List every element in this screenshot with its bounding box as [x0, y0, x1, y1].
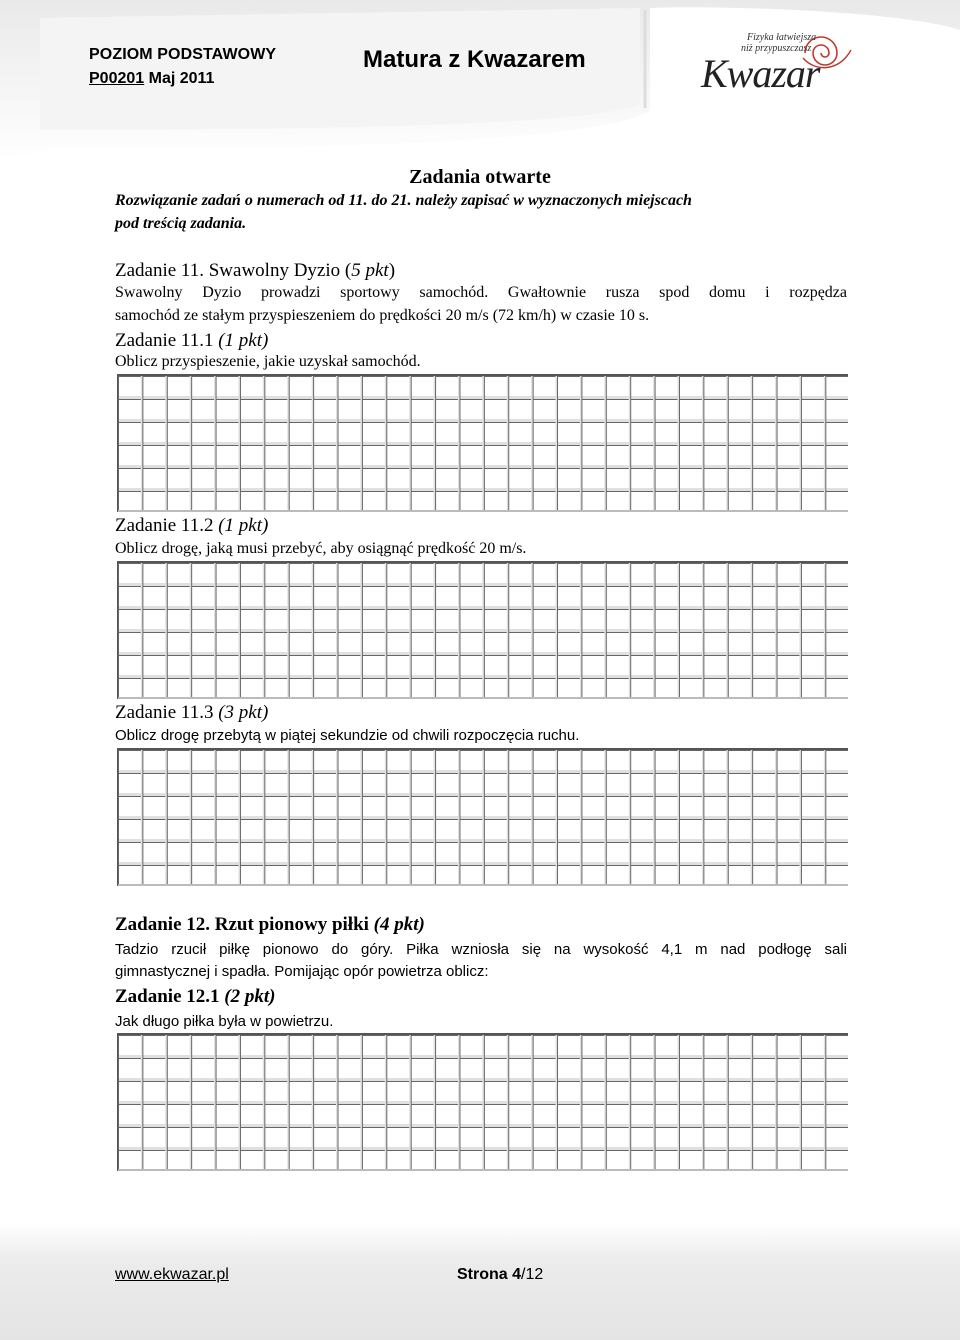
- task-11-title-suffix: ): [388, 260, 396, 281]
- exam-level: POZIOM PODSTAWOWY: [89, 46, 277, 63]
- page-label: Strona: [457, 1266, 513, 1283]
- task-12-title-bold: Zadanie 12. Rzut pionowy piłki: [115, 914, 369, 935]
- answer-grid-11-3[interactable]: [117, 748, 848, 886]
- task-11-1-text: Oblicz przyspieszenie, jakie uzyskał samochód.: [115, 353, 421, 370]
- page-number: [457, 1266, 543, 1284]
- task-12-points: (4 pkt): [373, 914, 425, 935]
- task-12-1-points: (2 pkt): [224, 986, 276, 1007]
- task-11-2-points: (1 pkt): [218, 515, 269, 536]
- page-title: Matura z Kwazarem: [363, 46, 586, 73]
- logo-name: Kwazar: [701, 51, 820, 96]
- exam-date: Maj 2011: [148, 70, 215, 87]
- section-title: Zadania otwarte: [409, 166, 551, 188]
- answer-grid-12-1[interactable]: [117, 1033, 848, 1171]
- page-total: /12: [521, 1266, 544, 1283]
- instruction-line-1: Rozwiązanie zadań o numerach od 11. do 21. należy zapisać w wyznaczonych miejscach: [115, 192, 692, 209]
- task-12-1-label: Zadanie 12.1: [115, 986, 220, 1007]
- task-12-1-text: Jak długo piłka była w powietrzu.: [115, 1013, 334, 1030]
- task-12-text-line-2: gimnastycznej i spadła. Pomijając opór powietrza oblicz:: [115, 963, 489, 980]
- task-11-3-points: (3 pkt): [218, 702, 269, 723]
- footer-url-link[interactable]: www.ekwazar.pl: [115, 1266, 229, 1283]
- task-11-1-points: (1 pkt): [218, 330, 269, 351]
- task-11-points: 5 pkt: [351, 260, 389, 281]
- task-11-1-heading: [115, 330, 268, 352]
- task-11-text-line-2: samochód ze stałym przyspieszeniem do prędkości 20 m/s (72 km/h) w czasie 10 s.: [115, 307, 650, 324]
- instruction-line-2: pod treścią zadania.: [115, 215, 247, 232]
- task-11-3-text: Oblicz drogę przebytą w piątej sekundzie od chwili rozpoczęcia ruchu.: [115, 727, 580, 744]
- task-11-title-prefix: Zadanie 11. Swawolny Dyzio (: [115, 260, 352, 281]
- task-11-3-heading: [115, 702, 268, 724]
- task-11-1-label: Zadanie 11.1: [115, 330, 214, 351]
- answer-grid-11-1[interactable]: [117, 374, 848, 512]
- task-12-title: [115, 914, 425, 936]
- task-11-2-text: Oblicz drogę, jaką musi przebyć, aby osiągnąć prędkość 20 m/s.: [115, 540, 527, 557]
- task-11-3-label: Zadanie 11.3: [115, 702, 214, 723]
- page-current: 4: [512, 1266, 522, 1283]
- exam-code-date: [89, 70, 214, 88]
- logo-tagline-1: Fizyka łatwiejsza: [747, 32, 817, 43]
- page-header: [0, 0, 960, 160]
- answer-grid-11-2[interactable]: [117, 561, 848, 699]
- task-11-2-heading: [115, 515, 268, 537]
- task-11-2-label: Zadanie 11.2: [115, 515, 214, 536]
- exam-code: P00201: [89, 70, 145, 87]
- task-11-text-line-1: Swawolny Dyzio prowadzi sportowy samochód. Gwałtownie rusza spod domu i rozpędza: [115, 284, 847, 301]
- task-12-text-line-1: Tadzio rzucił piłkę pionowo do góry. Piłka wzniosła się na wysokość 4,1 m nad podłogę sali: [115, 941, 847, 958]
- kwazar-logo: [695, 28, 855, 98]
- logo-tagline-2: niż przypuszczasz: [741, 43, 812, 54]
- task-12-1-heading: [115, 986, 275, 1008]
- task-11-title: [115, 260, 395, 282]
